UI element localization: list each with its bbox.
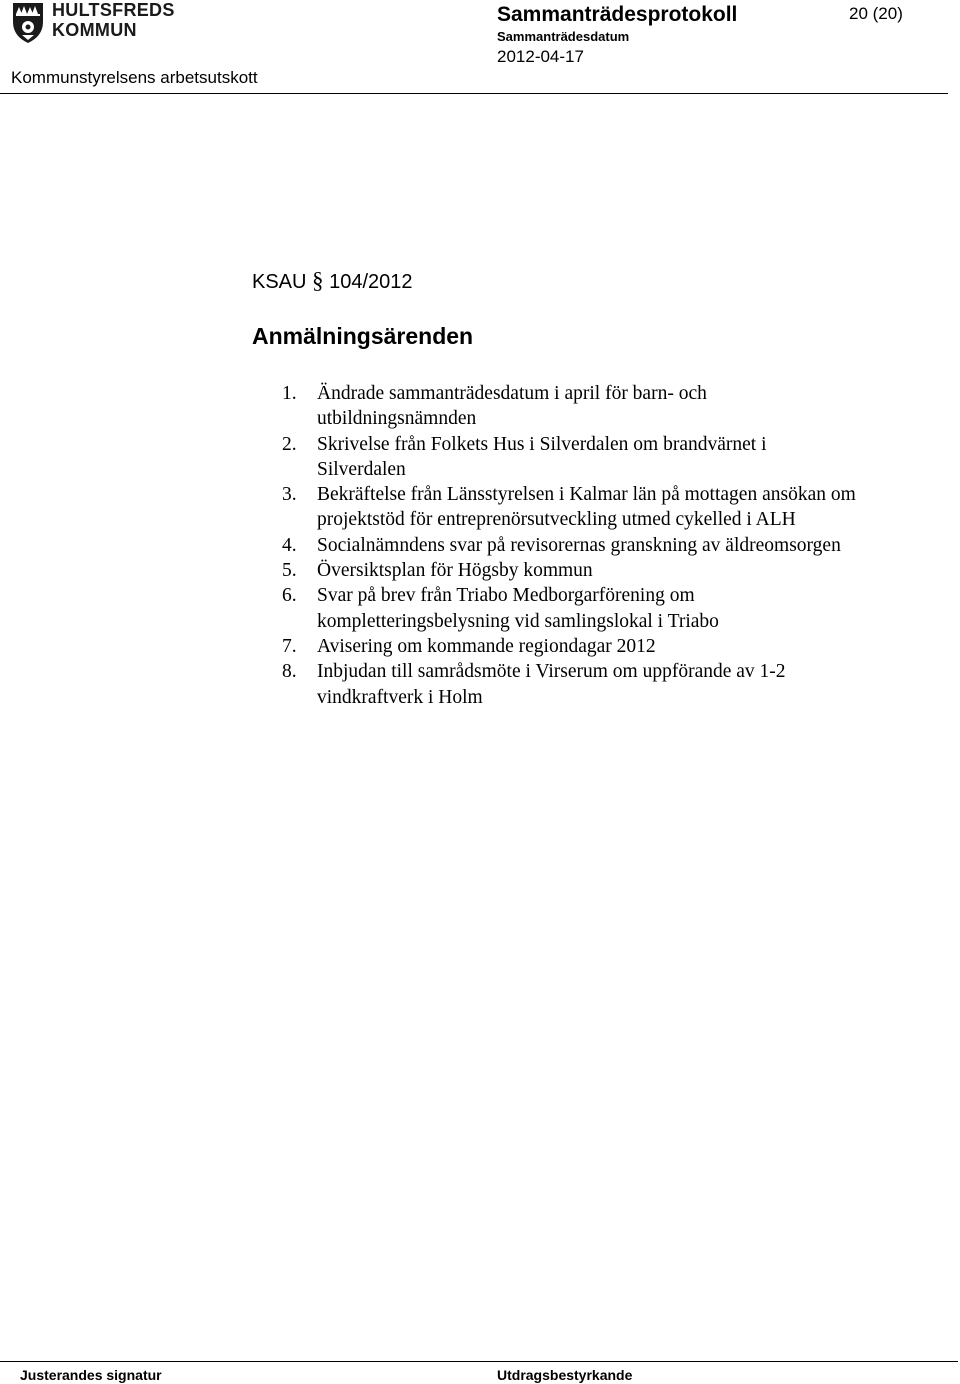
list-item-line: Socialnämndens svar på revisorernas granskning av äldreomsorgen xyxy=(317,534,841,556)
list-item xyxy=(282,381,922,432)
logo-wordmark xyxy=(52,0,175,40)
list-item xyxy=(282,482,922,533)
list-item-line: vindkraftverk i Holm xyxy=(317,686,483,708)
list-item xyxy=(282,432,922,483)
list-item-line: Ändrade sammanträdesdatum i april för barn- och xyxy=(317,383,707,404)
document-title: Sammanträdesprotokoll xyxy=(497,3,738,26)
list-item-line: Silverdalen xyxy=(317,458,406,480)
case-number: 104/2012 xyxy=(329,271,413,293)
list-item-line: utbildningsnämnden xyxy=(317,408,477,430)
list-item-line: projektstöd för entreprenörsutveckling utmed cykelled i ALH xyxy=(317,509,796,531)
list-item-number: 8. xyxy=(282,661,297,683)
list-item-number: 4. xyxy=(282,534,297,556)
list-item-line: Inbjudan till samrådsmöte i Virserum om uppförande av 1-2 xyxy=(317,661,786,683)
list-item xyxy=(282,634,922,659)
list-item-line: Bekräftelse från Länsstyrelsen i Kalmar län på mottagen ansökan om xyxy=(317,484,856,506)
logo-line-1: HULTSFREDS xyxy=(52,0,175,20)
notification-list xyxy=(282,381,922,710)
case-reference xyxy=(252,269,413,294)
list-item xyxy=(282,659,922,710)
case-prefix: KSAU xyxy=(252,271,307,293)
list-item xyxy=(282,558,922,583)
logo-line-2: KOMMUN xyxy=(52,20,137,40)
header-divider xyxy=(0,93,948,94)
list-item-line: Skrivelse från Folkets Hus i Silverdalen om brandvärnet i xyxy=(317,433,767,455)
section-heading: Anmälningsärenden xyxy=(252,323,474,349)
coat-of-arms-icon xyxy=(10,0,46,44)
list-item-line: Svar på brev från Triabo Medborgarförening om xyxy=(317,585,695,607)
paragraph-symbol: § xyxy=(312,268,324,293)
committee-name: Kommunstyrelsens arbetsutskott xyxy=(11,68,258,87)
list-item-number: 6. xyxy=(282,585,297,607)
meeting-date-label: Sammanträdesdatum xyxy=(497,29,630,44)
list-item-number: 1. xyxy=(282,383,297,404)
list-item-number: 7. xyxy=(282,635,297,657)
list-item-line: Avisering om kommande regiondagar 2012 xyxy=(317,635,656,657)
adjuster-signature-label: Justerandes signatur xyxy=(20,1367,162,1383)
page-number: 20 (20) xyxy=(849,4,903,23)
footer-divider xyxy=(0,1361,958,1362)
list-item-number: 2. xyxy=(282,433,297,455)
list-item-line: Översiktsplan för Högsby kommun xyxy=(317,560,593,582)
list-item-number: 3. xyxy=(282,484,297,506)
list-item-line: kompletteringsbelysning vid samlingslokal i Triabo xyxy=(317,610,719,632)
extract-certification-label: Utdragsbestyrkande xyxy=(497,1367,633,1383)
list-item xyxy=(282,533,922,558)
meeting-date-value: 2012-04-17 xyxy=(497,47,584,66)
list-item-number: 5. xyxy=(282,560,297,582)
municipality-logo xyxy=(10,0,185,44)
list-item xyxy=(282,583,922,634)
